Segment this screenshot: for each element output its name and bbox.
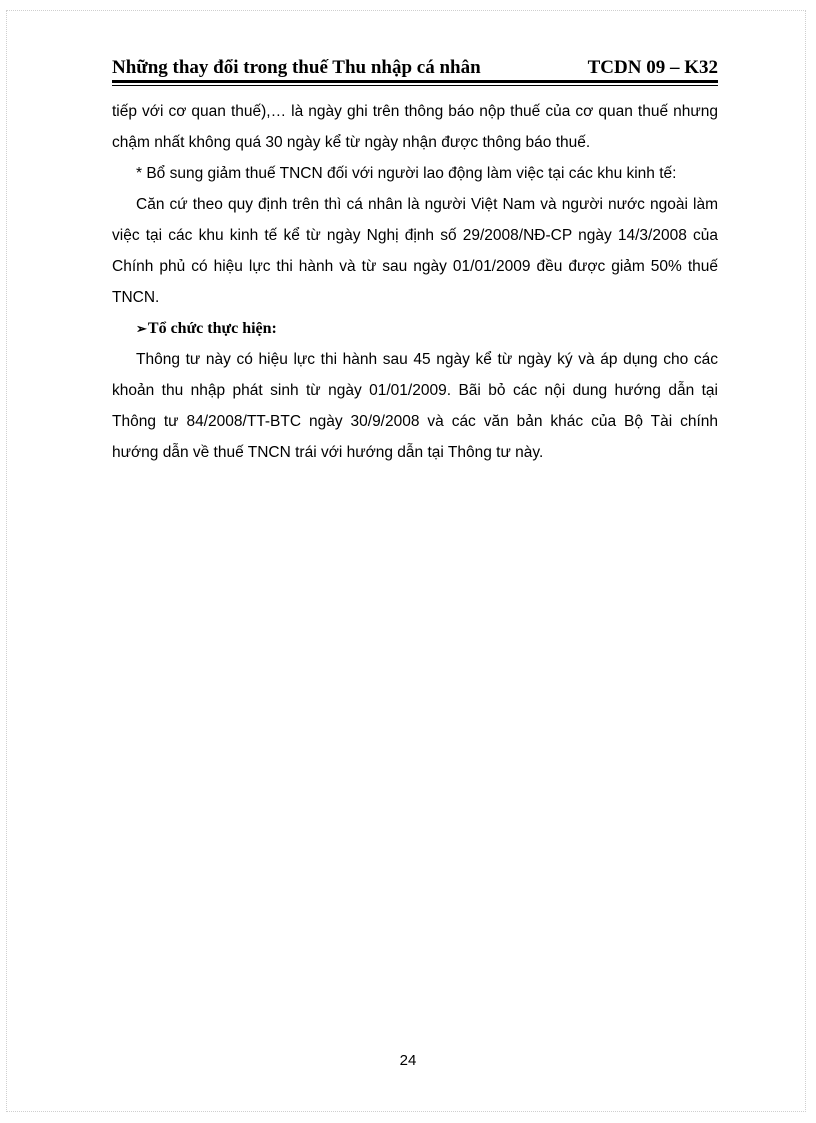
header-title: Những thay đổi trong thuế Thu nhập cá nhân bbox=[112, 57, 481, 78]
header-code: TCDN 09 – K32 bbox=[587, 57, 718, 78]
page-header bbox=[112, 50, 718, 80]
header-rule-thin bbox=[112, 85, 718, 86]
paragraph-legal-basis: Căn cứ theo quy định trên thì cá nhân là người Việt Nam và người nước ngoài làm việc tại các khu kinh tế kể từ ngày Nghị định số 29/2008/NĐ-CP ngày 14/3/2008 của Chính phủ có hiệu lực thi hành và từ sau ngày 01/01/2009 đều được giảm 50% thuế TNCN. bbox=[112, 196, 718, 306]
section-heading-text: Tổ chức thực hiện: bbox=[147, 320, 277, 337]
paragraph-tax-reduction-note: * Bổ sung giảm thuế TNCN đối với người lao động làm việc tại các khu kinh tế: bbox=[136, 165, 677, 182]
document-body bbox=[112, 96, 718, 468]
paragraph-continuation: tiếp với cơ quan thuế),… là ngày ghi trên thông báo nộp thuế của cơ quan thuế nhưng chậm nhất không quá 30 ngày kể từ ngày nhận được thông báo thuế. bbox=[112, 103, 718, 151]
paragraph-implementation: Thông tư này có hiệu lực thi hành sau 45 ngày kể từ ngày ký và áp dụng cho các khoản thu nhập phát sinh từ ngày 01/01/2009. Bãi bỏ các nội dung hướng dẫn tại Thông tư 84/2008/TT-BTC ngày 30/9/2008 và các văn bản khác của Bộ Tài chính hướng dẫn về thuế TNCN trái với hướng dẫn tại Thông tư này. bbox=[112, 351, 718, 461]
page-number: 24 bbox=[399, 1052, 417, 1069]
section-heading bbox=[112, 313, 718, 344]
header-rule-thick bbox=[112, 80, 718, 83]
arrow-bullet-icon: ➢ bbox=[136, 321, 147, 336]
